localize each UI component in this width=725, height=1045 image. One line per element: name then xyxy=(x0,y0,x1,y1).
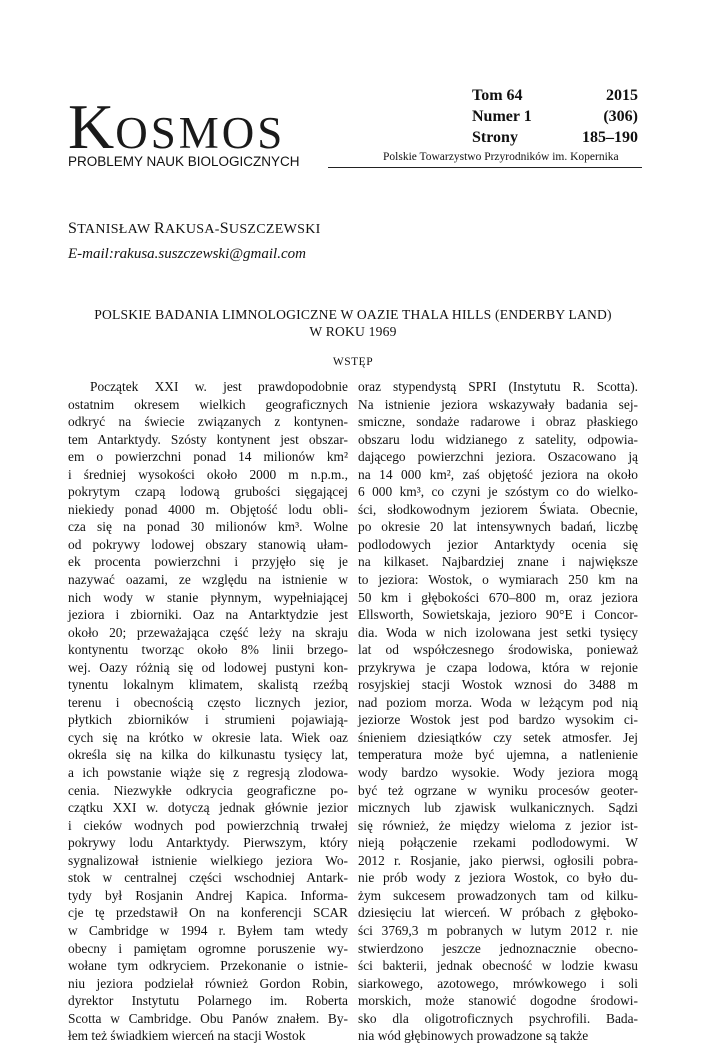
meta-label: Tom 64 xyxy=(472,87,523,104)
article-title xyxy=(68,306,638,340)
text-line: być też ogrzane w wyniku procesów geoter- xyxy=(358,782,638,798)
body-column-left xyxy=(68,378,348,1045)
meta-value: (306) xyxy=(603,108,638,125)
title-line: W ROKU 1969 xyxy=(309,324,397,339)
section-heading: WSTĘP xyxy=(332,356,374,368)
text-line: dziesięciu lat wierceń. W próbach z głęboko- xyxy=(358,905,638,921)
text-line: ek procenta powierzchni i przyjęło się je xyxy=(68,554,348,570)
meta-value: 2015 xyxy=(606,87,638,104)
author-name xyxy=(68,220,321,238)
text-line: nie prób wody z jeziora Wostok, co było du- xyxy=(358,870,638,886)
text-line: żym sukcesem prowadzonych tam od kilku- xyxy=(358,887,638,903)
meta-volume xyxy=(472,85,638,106)
text-line: micznych lub zjawisk wulkanicznych. Sądzi xyxy=(358,800,638,816)
logo-initial: K xyxy=(68,91,116,162)
text-line: tem Antarktydy. Szósty kontynent jest obszar- xyxy=(68,431,348,447)
text-line: Ellsworth, Sowietskaja, jezioro 90°E i Concor- xyxy=(358,607,638,623)
meta-pages xyxy=(472,127,638,148)
text-line: niekiedy ponad 4000 m. Objętość lodu obli- xyxy=(68,501,348,517)
society-name: Polskie Towarzystwo Przyrodników im. Kopernika xyxy=(383,151,619,163)
text-line: w Cambridge w 1994 r. Byłem tam wtedy xyxy=(68,922,348,938)
text-line: cych się na krótko w okresie lata. Wiek oaz xyxy=(68,729,348,745)
text-line: dyrektor Instytutu Polarnego im. Roberta xyxy=(68,993,348,1009)
text-line: na 14 000 km², zaś objętość jeziora na około xyxy=(358,466,638,482)
text-line: tydy był Rosjanin Andrej Kapica. Informa- xyxy=(68,887,348,903)
text-line: od pokrywy lodowej obszary stanowią ułam- xyxy=(68,536,348,552)
text-line: około 20; przeważająca część leży na skraju xyxy=(68,624,348,640)
text-line: 50 km i głębokości 670–800 m, oraz jeziora xyxy=(358,589,638,605)
text-line: to jeziora: Wostok, o wymiarach 250 km na xyxy=(358,572,638,588)
text-line: kontynentu tworząc około 8% linii brzego- xyxy=(68,642,348,658)
text-line: pokrytym czapą lodową grubości sięgającej xyxy=(68,484,348,500)
text-line: wej. Oazy różnią się od lodowej pustyni kon- xyxy=(68,659,348,675)
text-line: i średniej wysokości około 2000 m n.p.m., xyxy=(68,466,348,482)
text-line: nieją połączenie rzekami podlodowymi. W xyxy=(358,835,638,851)
text-line: temperatura może być ujemna, a natlenienie xyxy=(358,747,638,763)
issue-meta xyxy=(472,85,638,148)
text-line: oraz stypendystą SPRI (Instytutu R. Scotta). xyxy=(358,379,638,394)
text-line: po okresie 20 lat intensywnych badań, liczbę xyxy=(358,519,638,535)
meta-number xyxy=(472,106,638,127)
text-line: podlodowych jezior Antarktydy ocenia się xyxy=(358,536,638,552)
text-line: ści, słodkowodnym jeziorem Świata. Obecnie, xyxy=(358,501,638,517)
text-line: obszaru lodu widzianego z satelity, odpowia- xyxy=(358,431,638,447)
author-initial: S xyxy=(68,220,78,237)
text-line: na kilkaset. Najbardziej znane i największe xyxy=(358,554,638,570)
text-line: się również, że między wieloma z jezior ist- xyxy=(358,817,638,833)
meta-label: Strony xyxy=(472,129,518,146)
text-line: wody bardzo wysokie. Wody jeziora mogą xyxy=(358,765,638,781)
title-line: POLSKIE BADANIA LIMNOLOGICZNE W OAZIE THALA HILLS (ENDERBY LAND) xyxy=(94,307,612,322)
text-line: czątku XXI w. dotyczą jednak głównie jezior xyxy=(68,800,348,816)
text-line: Początek XXI w. jest prawdopodobnie xyxy=(90,379,348,394)
author-email: E-mail:rakusa.suszczewski@gmail.com xyxy=(68,246,306,262)
text-line: em o powierzchni ponad 14 milionów km² xyxy=(68,449,348,465)
text-line: 2012 r. Rosjanie, jako pierwsi, ogłosili pobra- xyxy=(358,852,638,868)
masthead-rule xyxy=(328,167,642,168)
text-line: ści 3769,3 m pobranych w lutym 2012 r. nie xyxy=(358,922,638,938)
text-line: siarkowego, azotowego, mrówkowego i soli xyxy=(358,975,638,991)
text-line: przykrywa je czapa lodowa, która w rejonie xyxy=(358,659,638,675)
text-line: tynentu lokalnym klimatem, skalistą rzeźbą xyxy=(68,677,348,693)
text-line: morskich, może stanowić dogodne środowi- xyxy=(358,993,638,1009)
text-line: sygnalizował istnienie wielkiego jeziora Wo- xyxy=(68,852,348,868)
text-line: ści bakterii, jednak obecność w lodzie kwasu xyxy=(358,958,638,974)
text-line: odkryć na świecie związanych z kontynen- xyxy=(68,414,348,430)
text-line: rosyjskiej stacji Wostok wznosi do 3488 m xyxy=(358,677,638,693)
author-first-name: TANISŁAW xyxy=(77,222,151,237)
text-line: Scotta w Cambridge. Obu Panów znałem. By- xyxy=(68,1010,348,1026)
text-line: stok w centralnej części wschodniej Antark- xyxy=(68,870,348,886)
text-line: terenu i obecnością często licznych jezior, xyxy=(68,694,348,710)
text-line: i cieków wodnych pod powierzchnią trwałej xyxy=(68,817,348,833)
text-line: cenia. Niezwykłe odkrycia geograficzne po- xyxy=(68,782,348,798)
text-line: dającego powierzchni jeziora. Oszacowano ją xyxy=(358,449,638,465)
meta-value: 185–190 xyxy=(582,129,638,146)
text-line: sko dla oligotroficznych psychrofili. Bada- xyxy=(358,1010,638,1026)
text-line: pokrywy lodu Antarktydy. Pierwszym, który xyxy=(68,835,348,851)
text-line: stwierdzono jeszcze jednoznacznie obecno- xyxy=(358,940,638,956)
author-initial: R xyxy=(154,220,166,237)
author-initial: S xyxy=(219,220,229,237)
author-last-name: USZCZEWSKI xyxy=(228,222,321,237)
text-line: łem też świadkiem wierceń na stacji Wostok xyxy=(68,1028,306,1044)
text-line: lat od współczesnego środowiska, ponieważ xyxy=(358,642,638,658)
text-line: niu jeziora podzielał również Gordon Robin, xyxy=(68,975,348,991)
text-line: obecny i pamiętam ogromne poruszenie wy- xyxy=(68,940,348,956)
text-line: ostatnim okresem wielkich geograficznych xyxy=(68,396,348,412)
text-line: wołane tym odkryciem. Przekonanie o istnie- xyxy=(68,958,348,974)
text-line: nazywać oazami, ze względu na istnienie w xyxy=(68,572,348,588)
text-line: dia. Woda w nich izolowana jest setki tysięcy xyxy=(358,624,638,640)
text-line: cza się na ponad 30 milionów km³. Wolne xyxy=(68,519,348,535)
text-line: smiczne, sondaże radarowe i obraz płaskiego xyxy=(358,414,638,430)
text-line: cje tę przedstawił On na konferencji SCAR xyxy=(68,905,348,921)
text-line: jeziora i zbiorniki. Oaz na Antarktydzie jest xyxy=(68,607,348,623)
text-line: płytkich zbiorników i strumieni pojawiają- xyxy=(68,712,348,728)
text-line: Na istnienie jeziora wskazywały badania sej- xyxy=(358,396,638,412)
text-line: śnieniem dziesiątków czy setek atmosfer. Jej xyxy=(358,729,638,745)
journal-subtitle: PROBLEMY NAUK BIOLOGICZNYCH xyxy=(68,154,300,169)
text-line: 6 000 km³, co czyni je szóstym co do wielko- xyxy=(358,484,638,500)
text-line: określa się na kilka do kilkunastu tysięcy lat, xyxy=(68,747,348,763)
meta-label: Numer 1 xyxy=(472,108,532,125)
logo-rest: OSMOS xyxy=(115,108,286,158)
text-line: a ich powstanie wiąże się z regresją zlodowa- xyxy=(68,765,348,781)
text-line: jeziorze Wostok jest pod bardzo wysokim ci- xyxy=(358,712,638,728)
text-line: nad poziom morza. Woda w leżącym pod nią xyxy=(358,694,638,710)
text-line: nich wody w stanie płynnym, wypełniającej xyxy=(68,589,348,605)
author-last-name: AKUSA- xyxy=(165,222,220,237)
text-line: nia wód głębinowych prowadzone są także xyxy=(358,1028,589,1044)
body-column-right xyxy=(358,378,638,1045)
